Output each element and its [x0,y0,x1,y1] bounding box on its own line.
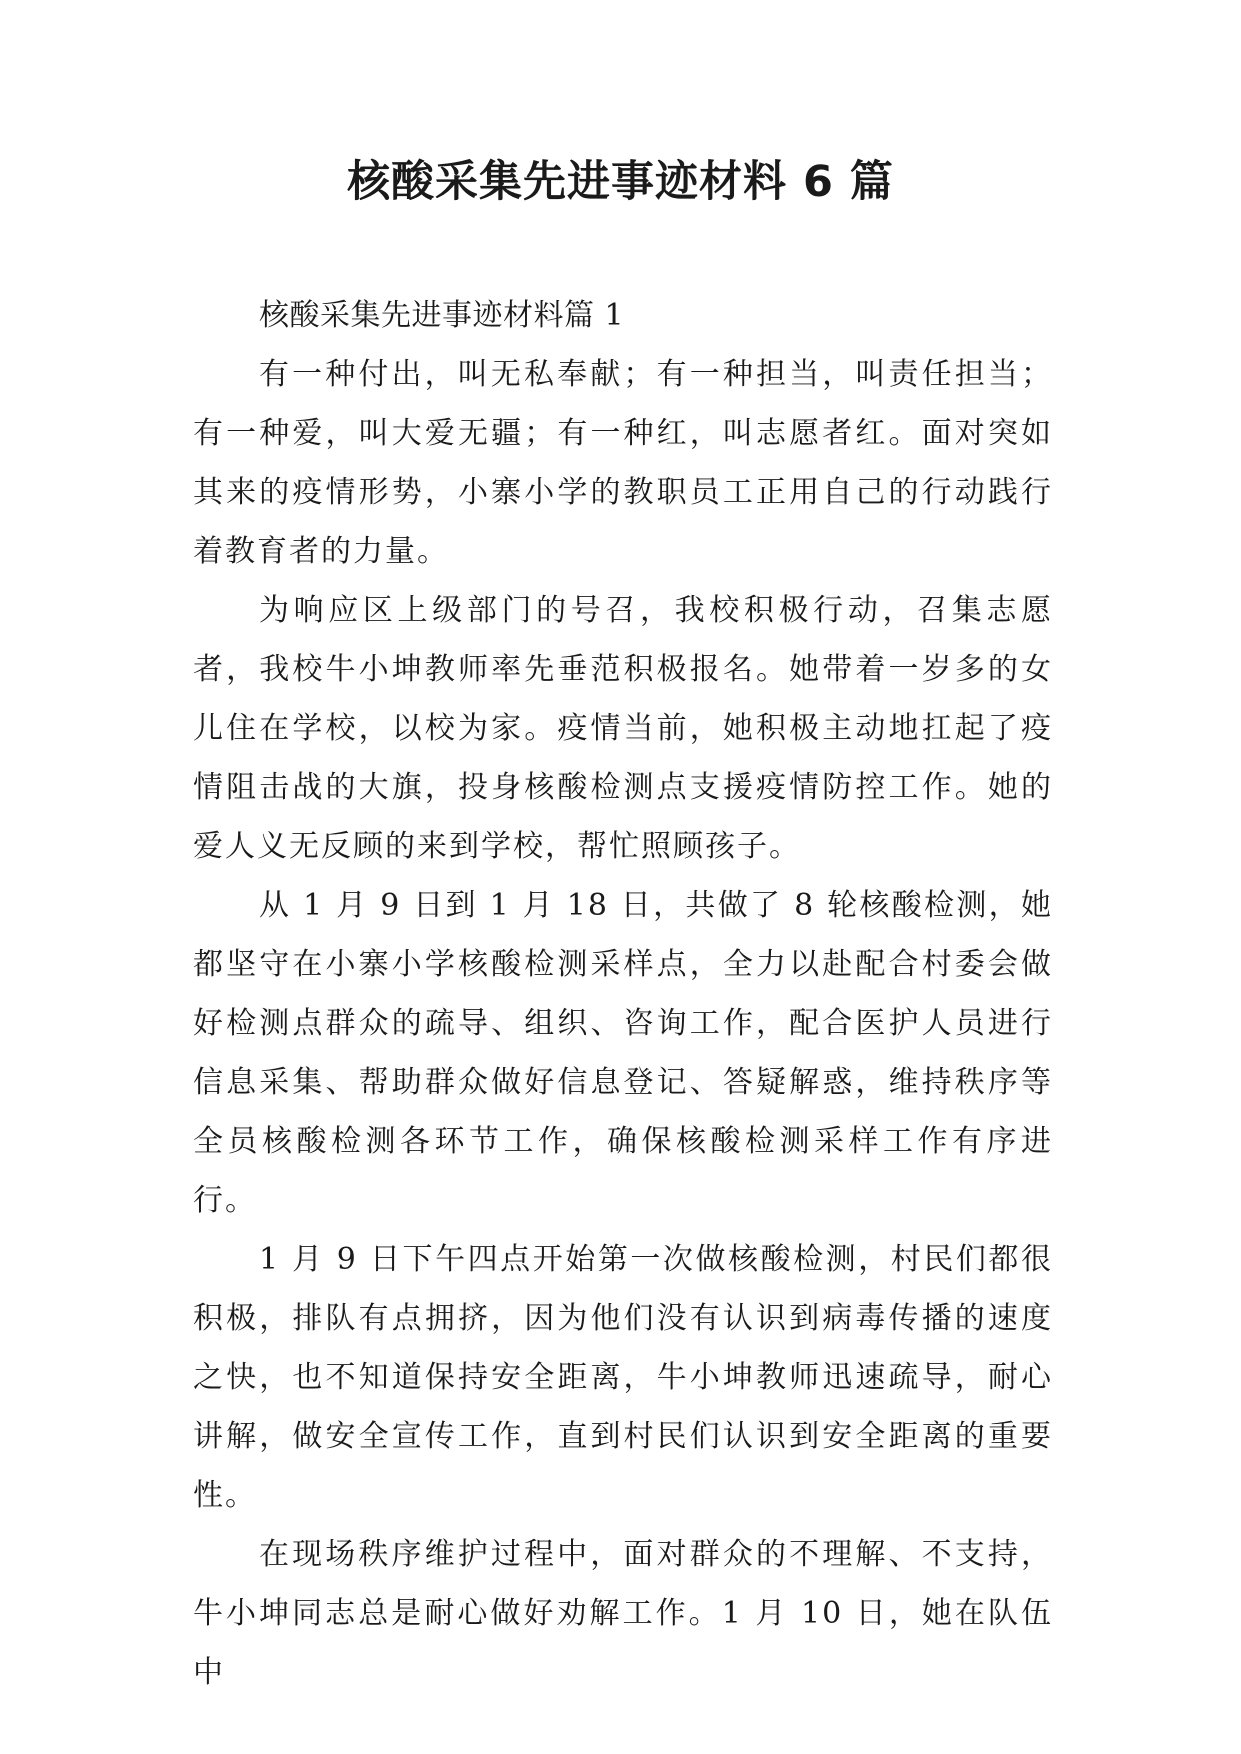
paragraph: 有一种付出，叫无私奉献；有一种担当，叫责任担当；有一种爱，叫大爱无疆；有一种红，叫志愿者红。面对突如其来的疫情形势，小寨小学的教职员工正用自己的行动践行着教育者的力量。 [193,357,1053,569]
document-body [193,286,1053,1702]
paragraph: 在现场秩序维护过程中，面对群众的不理解、不支持，牛小坤同志总是耐心做好劝解工作。1 月 10 日，她在队伍中 [193,1537,1053,1690]
paragraph: 为响应区上级部门的号召，我校积极行动，召集志愿者，我校牛小坤教师率先垂范积极报名。她带着一岁多的女儿住在学校，以校为家。疫情当前，她积极主动地扛起了疫情阻击战的大旗，投身核酸检测点支援疫情防控工作。她的爱人义无反顾的来到学校，帮忙照顾孩子。 [193,593,1053,864]
document-title: 核酸采集先进事迹材料 6 篇 [347,157,894,207]
paragraph: 1 月 9 日下午四点开始第一次做核酸检测，村民们都很积极，排队有点拥挤，因为他们没有认识到病毒传播的速度之快，也不知道保持安全距离，牛小坤教师迅速疏导，耐心讲解，做安全宣传工作，直到村民们认识到安全距离的重要性。 [193,1242,1053,1513]
section-heading: 核酸采集先进事迹材料篇 1 [259,298,625,333]
paragraph: 从 1 月 9 日到 1 月 18 日，共做了 8 轮核酸检测，她都坚守在小寨小学核酸检测采样点，全力以赴配合村委会做好检测点群众的疏导、组织、咨询工作，配合医护人员进行信息采集、帮助群众做好信息登记、答疑解惑，维持秩序等全员核酸检测各环节工作，确保核酸检测采样工作有序进行。 [193,888,1053,1218]
